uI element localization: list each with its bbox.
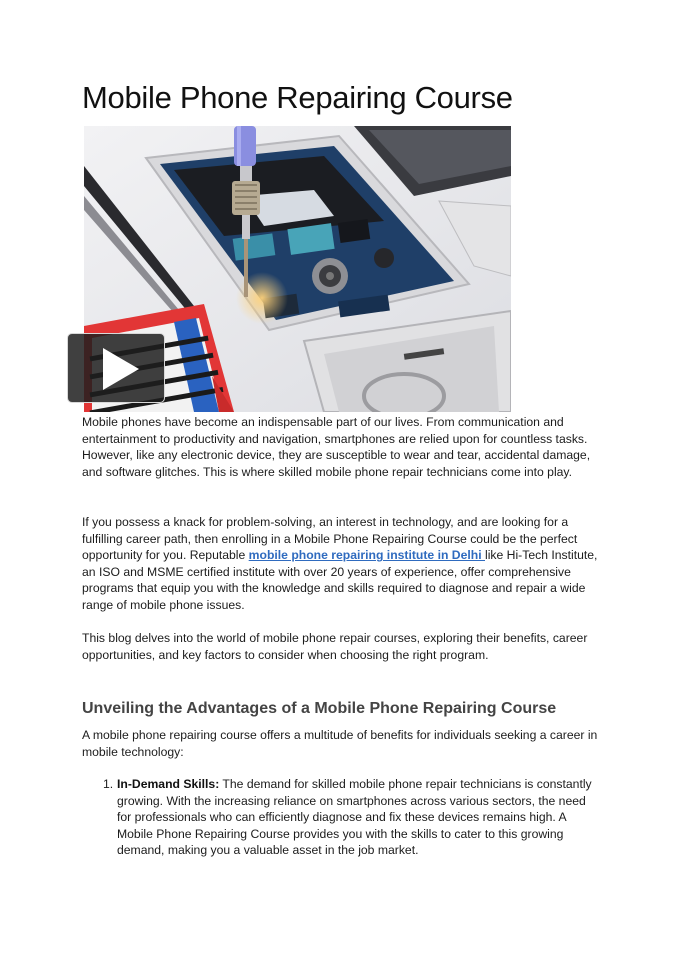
intro-paragraph: Mobile phones have become an indispensable part of our lives. From communication and entertainment to productivity and navigation, smartphones are relied upon for countless tasks. However, like any electronic device, they are susceptible to wear and tear, accidental damage, and software glitches. This is where skilled mobile phone repair technicians come into play. xyxy=(82,415,591,479)
institute-paragraph-text-end: like Hi-Tech Institute, an ISO and MSME certified institute with over 20 years of experience, offer comprehensive programs that equip you with the knowledge and skills required to diagnose and repair a wide range of mobile phone issues. xyxy=(82,548,598,612)
section-heading: Unveiling the Advantages of a Mobile Phone Repairing Course xyxy=(82,700,557,717)
list-item-text: The demand for skilled mobile phone repair technicians is constantly growing. With the increasing reliance on smartphones across various sectors, the need for professionals who can efficiently diagnose and fix these devices remains high. A Mobile Phone Repairing Course provides you with the skills to cater to this growing demand, making you a valuable asset in the job market. xyxy=(117,777,592,858)
video-play-button[interactable] xyxy=(67,333,165,403)
section-intro-paragraph: A mobile phone repairing course offers a multitude of benefits for individuals seeking a career in mobile technology: xyxy=(82,728,598,759)
play-icon xyxy=(103,348,139,390)
institute-delhi-link[interactable]: mobile phone repairing institute in Delhi xyxy=(248,548,485,563)
blog-overview-paragraph: This blog delves into the world of mobile phone repair courses, exploring their benefits, career opportunities, and key factors to consider when choosing the right program. xyxy=(82,631,588,662)
list-item xyxy=(100,776,600,859)
page-title: Mobile Phone Repairing Course xyxy=(82,80,513,115)
list-item-title: In-Demand Skills: xyxy=(117,777,220,791)
institute-paragraph-text-start: If you possess a knack for problem-solving, an interest in technology, and are looking for a fulfilling career path, then enrolling in a Mobile Phone Repairing Course could be the perfect opportunity for you. Reputable xyxy=(82,515,578,563)
list-item-number: 1. xyxy=(103,777,114,791)
advantages-list xyxy=(100,776,600,859)
institute-paragraph xyxy=(82,514,602,614)
